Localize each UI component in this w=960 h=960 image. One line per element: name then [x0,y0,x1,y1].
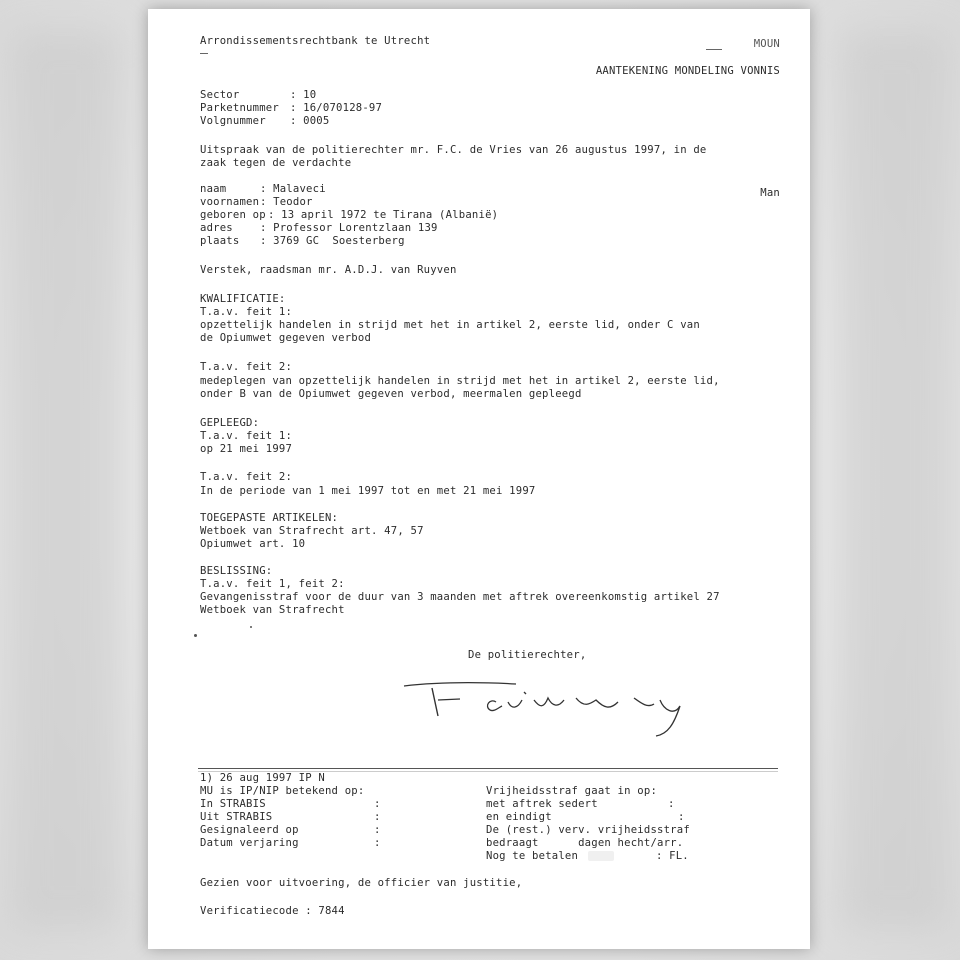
beslissing-heading: BESLISSING: [200,565,273,577]
feit-text: In de periode van 1 mei 1997 tot en met 21 mei 1997 [200,485,536,497]
footer-field-colon: : FL. [656,850,689,862]
smudge [588,851,614,861]
document-title: AANTEKENING MONDELING VONNIS [595,65,780,77]
signature-image [398,664,698,744]
voornamen-value: : Teodor [260,196,313,208]
footer-field-colon: : [374,837,381,849]
footer-field-colon: : [678,811,685,823]
feit-text: opzettelijk handelen in strijd met het in artikel 2, eerste lid, onder C van [200,319,700,331]
footer-field-label: Gesignaleerd op [200,824,299,836]
footer-field-colon: : [374,824,381,836]
header-mark [200,53,208,54]
sector-value: : 10 [290,89,317,101]
verstek-line: Verstek, raadsman mr. A.D.J. van Ruyven [200,264,457,276]
parket-label: Parketnummer [200,102,279,114]
beslissing-text: Wetboek van Strafrecht [200,604,345,616]
parket-value: : 16/070128-97 [290,102,383,114]
footer-field-label: Nog te betalen [486,850,579,862]
beslissing-text: Gevangenisstraf voor de duur van 3 maanden met aftrek overeenkomstig artikel 27 [200,591,720,603]
artikel-line: Opiumwet art. 10 [200,538,306,550]
naam-label: naam [200,183,227,195]
adres-label: adres [200,222,233,234]
naam-value: : Malaveci [260,183,326,195]
footer-field-colon: : [374,798,381,810]
geboren-label: geboren op [200,209,266,221]
feit-label: T.a.v. feit 2: [200,471,293,483]
footer-field-label: met aftrek sedert [486,798,598,810]
signature-title: De politierechter, [468,649,587,661]
footer-field-colon: : [374,811,381,823]
footer-divider [198,768,778,769]
footer-field-colon: : [668,798,675,810]
verification-code: Verificatiecode : 7844 [200,905,345,917]
header-mark [706,49,722,50]
voornamen-label: voornamen [200,196,260,208]
footer-date-line: 1) 26 aug 1997 IP N [200,772,325,784]
kwalificatie-heading: KWALIFICATIE: [200,293,286,305]
feit-label: T.a.v. feit 1, feit 2: [200,578,345,590]
artikel-line: Wetboek van Strafrecht art. 47, 57 [200,525,424,537]
footer-field-label: De (rest.) verv. vrijheidsstraf [486,824,690,836]
footer-field-label: en eindigt [486,811,552,823]
feit-text: medeplegen van opzettelijk handelen in strijd met het in artikel 2, eerste lid, [200,375,720,387]
adres-value: : Professor Lorentzlaan 139 [260,222,438,234]
footer-field-label: MU is IP/NIP betekend op: [200,785,365,797]
execution-line: Gezien voor uitvoering, de officier van justitie, [200,877,523,889]
gepleegd-heading: GEPLEEGD: [200,417,260,429]
document-code: MOUN [753,38,780,50]
document-page [148,9,810,949]
feit-label: T.a.v. feit 1: [200,306,293,318]
footer-field-label: bedraagt dagen hecht/arr. [486,837,684,849]
volg-label: Volgnummer [200,115,266,127]
footer-field-label: In STRABIS [200,798,266,810]
geboren-value: : 13 april 1972 te Tirana (Albanië) [268,209,499,221]
feit-label: T.a.v. feit 1: [200,430,293,442]
speck [250,626,252,628]
volg-value: : 0005 [290,115,330,127]
court-name: Arrondissementsrechtbank te Utrecht [200,35,431,47]
intro-line: Uitspraak van de politierechter mr. F.C. de Vries van 26 augustus 1997, in de [200,144,707,156]
feit-text: op 21 mei 1997 [200,443,293,455]
intro-line: zaak tegen de verdachte [200,157,352,169]
plaats-label: plaats [200,235,240,247]
sector-label: Sector [200,89,240,101]
feit-text: de Opiumwet gegeven verbod [200,332,372,344]
plaats-value: : 3769 GC Soesterberg [260,235,405,247]
gender-value: Man [760,187,780,199]
artikelen-heading: TOEGEPASTE ARTIKELEN: [200,512,339,524]
footer-field-label: Datum verjaring [200,837,299,849]
speck [194,634,197,637]
feit-text: onder B van de Opiumwet gegeven verbod, meermalen gepleegd [200,388,582,400]
footer-field-label: Uit STRABIS [200,811,273,823]
feit-label: T.a.v. feit 2: [200,361,293,373]
footer-field-label: Vrijheidsstraf gaat in op: [486,785,658,797]
